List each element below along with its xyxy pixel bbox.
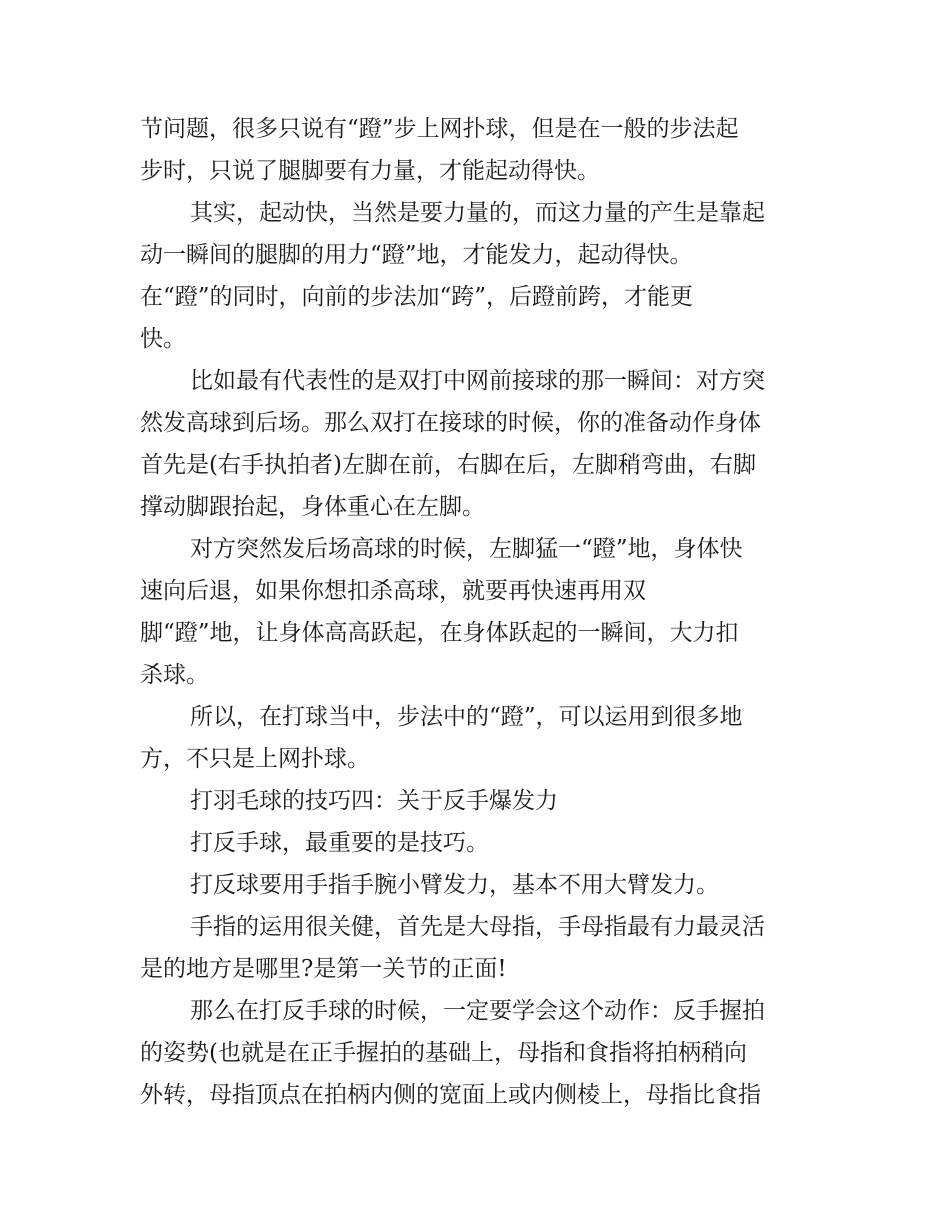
text-line: 外转，母指顶点在拍柄内侧的宽面上或内侧棱上，母指比食指 [140,1082,761,1108]
text-line: 动一瞬间的腿脚的用力“蹬”地，才能发力，起动得快。 [140,242,693,268]
text-line: 对方突然发后场高球的时候，左脚猛一“蹬”地，身体快 [190,536,743,562]
text-line: 节问题，很多只说有“蹬”步上网扑球，但是在一般的步法起 [140,116,739,142]
text-line: 那么在打反手球的时候，一定要学会这个动作：反手握拍 [190,998,765,1024]
text-line: 撑动脚跟抬起，身体重心在左脚。 [140,494,485,520]
text-line: 在“蹬”的同时，向前的步法加“跨”，后蹬前跨，才能更 [140,284,694,310]
text-line: 手指的运用很关健，首先是大母指，手母指最有力最灵活 [190,914,765,940]
text-line: 方，不只是上网扑球。 [140,746,370,772]
text-line: 的姿势(也就是在正手握拍的基础上，母指和食指将拍柄稍向 [140,1040,747,1066]
text-line: 打羽毛球的技巧四：关于反手爆发力 [190,788,558,814]
text-line: 杀球。 [140,662,209,688]
document-body [140,108,820,1116]
text-line: 打反球要用手指手腕小臂发力，基本不用大臂发力。 [190,872,719,898]
text-line: 比如最有代表性的是双打中网前接球的那一瞬间：对方突 [190,368,765,394]
text-line: 快。 [140,326,186,352]
text-line: 打反手球，最重要的是技巧。 [190,830,489,856]
text-line: 速向后退，如果你想扣杀高球，就要再快速再用双 [140,578,646,604]
text-line: 脚“蹬”地，让身体高高跃起，在身体跃起的一瞬间，大力扣 [140,620,739,646]
text-line: 首先是(右手执拍者)左脚在前，右脚在后，左脚稍弯曲，右脚 [140,452,756,478]
text-line: 然发高球到后场。那么双打在接球的时候，你的准备动作身体 [140,410,761,436]
text-line: 是的地方是哪里?是第一关节的正面! [140,956,507,982]
text-line: 其实，起动快，当然是要力量的，而这力量的产生是靠起 [190,200,765,226]
text-line: 所以，在打球当中，步法中的“蹬”，可以运用到很多地 [190,704,743,730]
text-line: 步时，只说了腿脚要有力量，才能起动得快。 [140,158,600,184]
